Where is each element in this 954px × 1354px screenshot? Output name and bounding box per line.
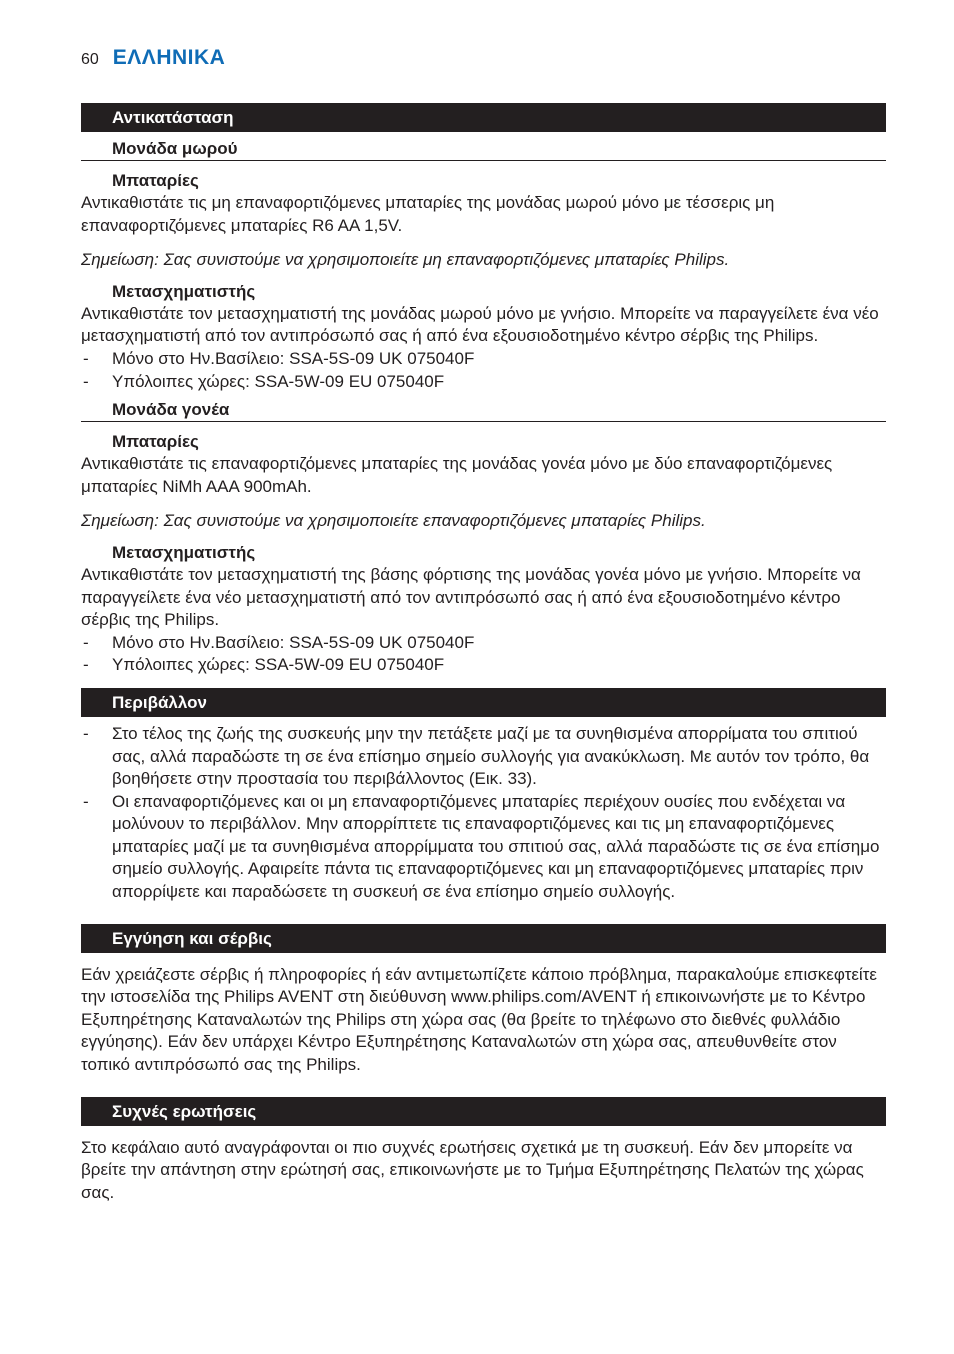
- baby-adapter-list: [81, 348, 886, 393]
- section-faq-heading: Συχνές ερωτήσεις: [81, 1097, 886, 1126]
- list-item-text: Υπόλοιπες χώρες: SSA-5W-09 EU 075040F: [112, 371, 445, 391]
- list-item: - Υπόλοιπες χώρες: SSA-5W-09 EU 075040F: [83, 655, 445, 675]
- list-item: - Μόνο στο Ην.Βασίλειο: SSA-5S-09 UK 075040F: [83, 348, 475, 368]
- list-item: - Στο τέλος της ζωής της συσκευής μην την πετάξετε μαζί με τα συνηθισμένα απορρίματα του σπιτιού σας, αλλά παραδώστε τη σε ένα επίσημο σημείο συλλογής για ανακύκλωση. Με αυτόν τον τρόπο, θα βοηθήσετε στην προστασία του περιβάλλοντος (Εικ. 33).: [83, 723, 870, 789]
- page-number: 60: [81, 51, 99, 68]
- section-environment-heading: Περιβάλλον: [81, 688, 886, 717]
- guarantee-text-end: ή επικοινωνήστε με το Κέντρο Εξυπηρέτησης Καταναλωτών της Philips στη χώρα σας (θα βρείτε το τηλέφωνο στο διεθνές φυλλάδιο εγγύησης). Εάν δεν υπάρχει Κέντρο Εξυπηρέτησης Καταναλωτών στη χώρα σας, απευθυνθείτε στον τοπικό αντιπρόσωπό σας της Philips.: [81, 987, 866, 1075]
- page-content: [81, 103, 886, 1204]
- philips-avent-link[interactable]: www.philips.com/AVENT: [451, 987, 637, 1007]
- baby-batteries-text: Αντικαθιστάτε τις μη επαναφορτιζόμενες μπαταρίες της μονάδας μωρού μόνο με τέσσερις μη επαναφορτιζόμενες μπαταρίες R6 AA 1,5V.: [81, 193, 775, 235]
- parent-batteries-note: Σημείωση: Σας συνιστούμε να χρησιμοποιείτε επαναφορτιζόμενες μπαταρίες Philips.: [81, 511, 706, 531]
- parent-batteries-heading: Μπαταρίες: [112, 432, 199, 452]
- list-item: - Οι επαναφορτιζόμενες και οι μη επαναφορτιζόμενες μπαταρίες περιέχουν ουσίες που ενδέχεται να μολύνουν το περιβάλλον. Μην απορρίπτετε τις επαναφορτιζόμενες και τις μη επαναφορτιζόμενες μπαταρίες μαζί με τα συνηθισμένα απορρίμματα του σπιτιού σας, αλλά παραδώστε τις σε ένα επίσημο σημείο συλλογής. Αφαιρείτε πάντα τις επαναφορτιζόμενες και μη επαναφορτιζόμενες μπαταρίες πριν απορρίψετε και παραδώσετε τη συσκευή σε ένα επίσημο σημείο συλλογής.: [83, 791, 880, 902]
- faq-text: Στο κεφάλαιο αυτό αναγράφονται οι πιο συχνές ερωτήσεις σχετικά με τη συσκευή. Εάν δεν μπορείτε να βρείτε την απάντηση στην ερώτησή σας, επικοινωνήστε με το Τμήμα Εξυπηρέτησης Πελατών της χώρας σας.: [81, 1137, 864, 1202]
- list-item-text: Μόνο στο Ην.Βασίλειο: SSA-5S-09 UK 075040F: [112, 348, 475, 368]
- list-item-text: Οι επαναφορτιζόμενες και οι μη επαναφορτιζόμενες μπαταρίες περιέχουν ουσίες που ενδέχεται να μολύνουν το περιβάλλον. Μην απορρίπτετε τις επαναφορτιζόμενες και τις μη επαναφορτιζόμενες μπαταρίες μαζί με τα συνηθισμένα απορρίμματα του σπιτιού σας, αλλά παραδώστε τις σε ένα επίσημο σημείο συλλογής. Αφαιρείτε πάντα τις επαναφορτιζόμενες και μη επαναφορτιζόμενες μπαταρίες πριν απορρίψετε και παραδώσετε τη συσκευή σε ένα επίσημο σημείο συλλογής.: [112, 791, 880, 902]
- baby-batteries-note: Σημείωση: Σας συνιστούμε να χρησιμοποιείτε μη επαναφορτιζόμενες μπαταρίες Philips.: [81, 250, 730, 270]
- baby-adapter-heading: Μετασχηματιστής: [112, 281, 256, 301]
- guarantee-text-start: Εάν χρειάζεστε σέρβις ή πληροφορίες ή εάν αντιμετωπίζετε κάποιο πρόβλημα, παρακαλούμε επισκεφτείτε την ιστοσελίδα της Philips AVENT στη διεύθυνση: [81, 964, 877, 1007]
- list-item: - Υπόλοιπες χώρες: SSA-5W-09 EU 075040F: [83, 371, 445, 391]
- baby-unit-heading: Μονάδα μωρού: [81, 132, 886, 161]
- page-header: [81, 46, 225, 76]
- baby-adapter-text: Αντικαθιστάτε τον μετασχηματιστή της μονάδας μωρού μόνο με γνήσιο. Μπορείτε να παραγγείλετε ένα νέο μετασχηματιστή από τον αντιπρόσωπό σας ή από ένα εξουσιοδοτημένο κέντρο σέρβις της Philips.: [81, 303, 879, 346]
- baby-batteries-heading: Μπαταρίες: [112, 171, 199, 190]
- parent-adapter-heading: Μετασχηματιστής: [112, 542, 256, 562]
- parent-unit-heading: Μονάδα γονέα: [81, 393, 886, 422]
- list-item: - Μόνο στο Ην.Βασίλειο: SSA-5S-09 UK 075040F: [83, 632, 475, 652]
- section-replacement-heading: Αντικατάσταση: [81, 103, 886, 132]
- list-item-text: Μόνο στο Ην.Βασίλειο: SSA-5S-09 UK 075040F: [112, 632, 475, 652]
- guarantee-text: [81, 964, 886, 1077]
- environment-list: [81, 723, 886, 904]
- section-guarantee-heading: Εγγύηση και σέρβις: [81, 924, 886, 953]
- parent-batteries-text: Αντικαθιστάτε τις επαναφορτιζόμενες μπαταρίες της μονάδας γονέα μόνο με δύο επαναφορτιζόμενες μπαταρίες NiMh AAA 900mAh.: [81, 454, 833, 496]
- list-item-text: Στο τέλος της ζωής της συσκευής μην την πετάξετε μαζί με τα συνηθισμένα απορρίματα του σπιτιού σας, αλλά παραδώστε τη σε ένα επίσημο σημείο συλλογής για ανακύκλωση. Με αυτόν τον τρόπο, θα βοηθήσετε στην προστασία του περιβάλλοντος (Εικ. 33).: [112, 723, 870, 789]
- parent-adapter-list: [81, 632, 886, 677]
- language-title: ΕΛΛΗΝΙΚΑ: [112, 46, 226, 69]
- list-item-text: Υπόλοιπες χώρες: SSA-5W-09 EU 075040F: [112, 655, 445, 675]
- parent-adapter-text: Αντικαθιστάτε τον μετασχηματιστή της βάσης φόρτισης της μονάδας γονέα μόνο με γνήσιο. Μπορείτε να παραγγείλετε ένα νέο μετασχηματιστή από τον αντιπρόσωπό σας ή από ένα εξουσιοδοτημένο κέντρο σέρβις της Philips.: [81, 564, 861, 630]
